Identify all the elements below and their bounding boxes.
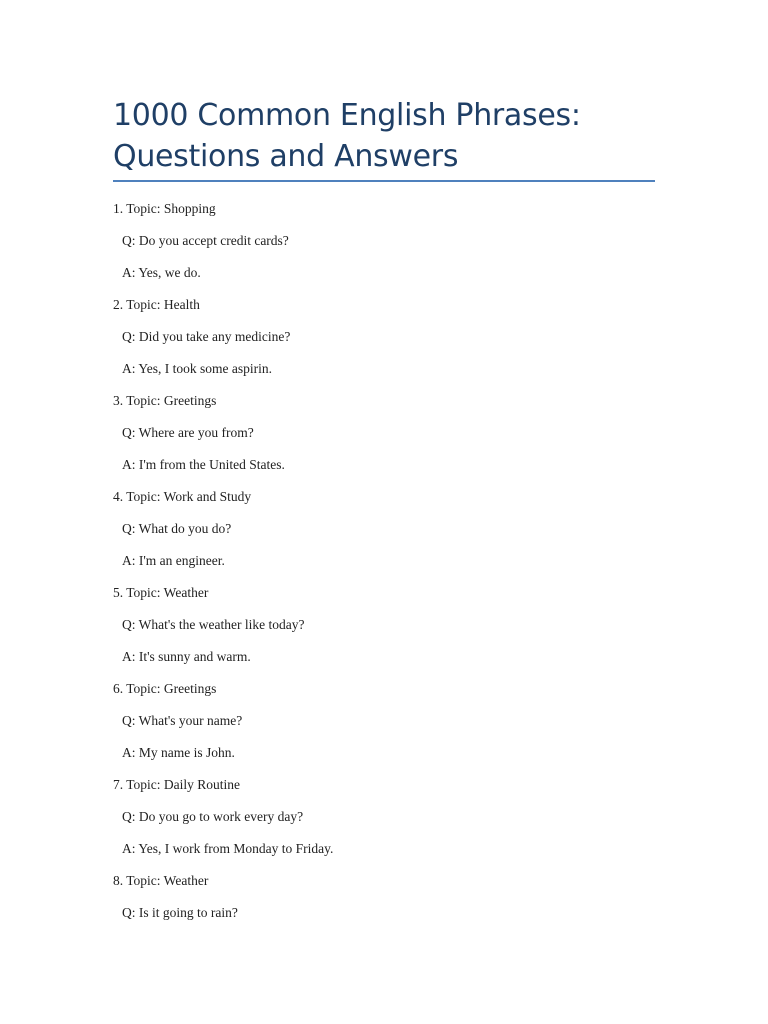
answer-line: A: My name is John. (122, 745, 235, 760)
answer-line: A: It's sunny and warm. (122, 649, 251, 664)
question-line: Q: Did you take any medicine? (122, 329, 291, 344)
question-line: Q: What do you do? (122, 521, 232, 536)
qa-entry (113, 584, 658, 680)
qa-entry (113, 776, 658, 872)
page-title (113, 95, 658, 177)
qa-entry (113, 680, 658, 776)
question-line: Q: What's your name? (122, 713, 243, 728)
topic-line: 1. Topic: Shopping (113, 201, 216, 216)
topic-line: 8. Topic: Weather (113, 873, 209, 888)
qa-list (113, 200, 658, 936)
title-line-2: Questions and Answers (113, 139, 459, 174)
title-line-1: 1000 Common English Phrases: (113, 98, 581, 133)
question-line: Q: Do you accept credit cards? (122, 233, 289, 248)
topic-line: 5. Topic: Weather (113, 585, 209, 600)
title-underline (113, 180, 655, 182)
qa-entry (113, 392, 658, 488)
question-line: Q: Do you go to work every day? (122, 809, 304, 824)
qa-entry (113, 200, 658, 296)
qa-entry (113, 872, 658, 936)
answer-line: A: Yes, we do. (122, 265, 201, 280)
topic-line: 7. Topic: Daily Routine (113, 777, 241, 792)
topic-line: 3. Topic: Greetings (113, 393, 217, 408)
qa-entry (113, 296, 658, 392)
question-line: Q: Where are you from? (122, 425, 254, 440)
topic-line: 4. Topic: Work and Study (113, 489, 252, 504)
question-line: Q: What's the weather like today? (122, 617, 305, 632)
topic-line: 2. Topic: Health (113, 297, 200, 312)
topic-line: 6. Topic: Greetings (113, 681, 217, 696)
qa-entry (113, 488, 658, 584)
answer-line: A: I'm from the United States. (122, 457, 285, 472)
answer-line: A: I'm an engineer. (122, 553, 225, 568)
question-line: Q: Is it going to rain? (122, 905, 238, 920)
answer-line: A: Yes, I took some aspirin. (122, 361, 273, 376)
answer-line: A: Yes, I work from Monday to Friday. (122, 841, 334, 856)
